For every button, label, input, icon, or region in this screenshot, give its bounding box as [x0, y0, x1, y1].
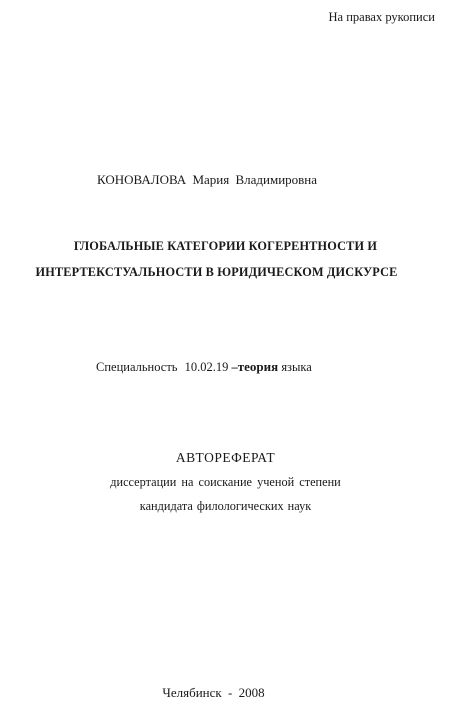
abstract-degree: кандидата филологических наук — [139, 499, 312, 513]
specialty-name-rest: языка — [281, 360, 312, 374]
specialty-label: Специальность — [96, 360, 178, 374]
dissertation-title-line-2: ИНТЕРТЕКСТУАЛЬНОСТИ В ЮРИДИЧЕСКОМ ДИСКУРСЕ — [35, 265, 398, 279]
specialty-code: 10.02.19 — [184, 360, 229, 374]
abstract-purpose: диссертации на соискание ученой степени — [110, 475, 341, 489]
abstract-type: АВТОРЕФЕРАТ — [175, 450, 276, 465]
place-and-year — [0, 686, 439, 699]
author-surname: КОНОВАЛОВА — [97, 172, 187, 187]
specialty-line — [96, 360, 312, 374]
author-patronymic: Владимировна — [235, 172, 318, 187]
dissertation-title-line-1: ГЛОБАЛЬНЫЕ КАТЕГОРИИ КОГЕРЕНТНОСТИ И — [73, 239, 378, 253]
specialty-dash: – — [231, 360, 238, 374]
author-first-name: Мария — [192, 172, 230, 187]
footer-year: 2008 — [238, 685, 265, 700]
footer-separator: - — [227, 685, 233, 700]
footer-city: Челябинск — [162, 685, 222, 700]
manuscript-rights-note: На правах рукописи — [328, 10, 435, 24]
specialty-name-bold: теория — [237, 359, 279, 374]
author-name — [97, 173, 317, 186]
